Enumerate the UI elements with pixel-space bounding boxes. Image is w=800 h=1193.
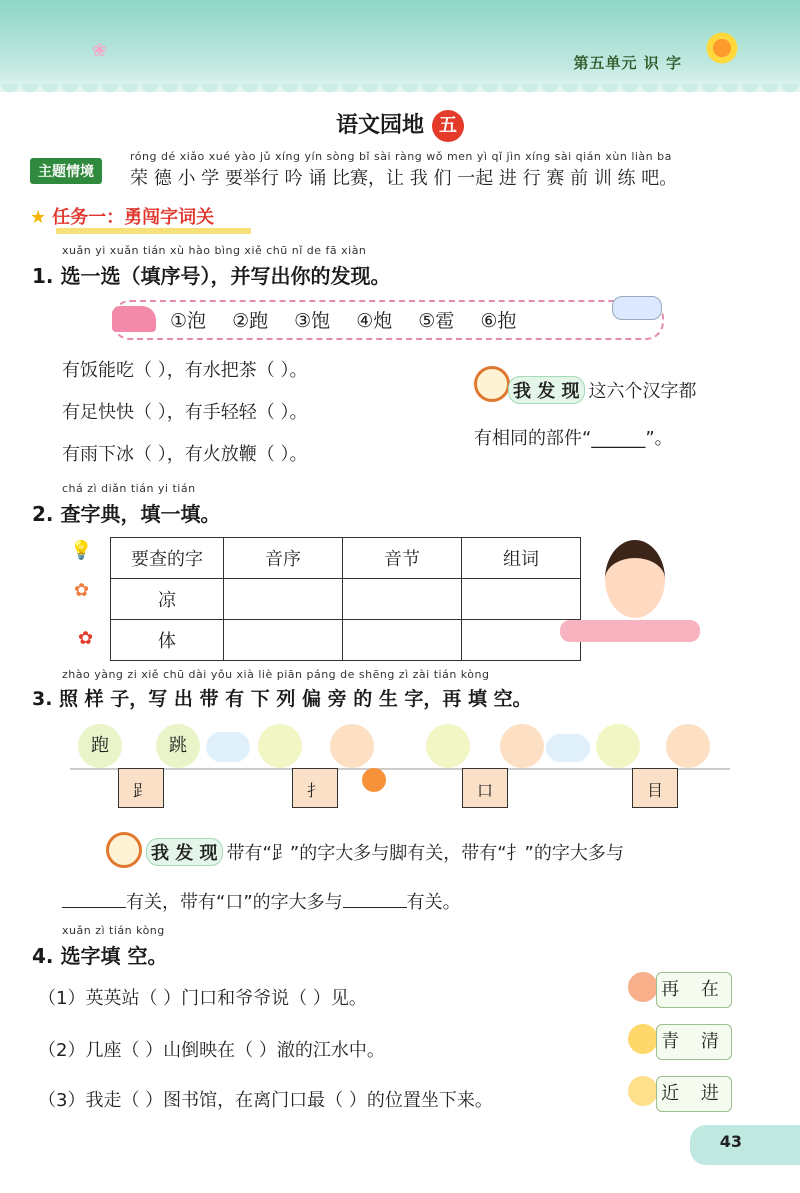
table-row — [111, 620, 581, 661]
balloon-blank[interactable] — [500, 724, 544, 768]
girl-head — [605, 540, 665, 618]
butterfly-icon: ❀ — [92, 40, 108, 61]
choice-box-3: 近 进 — [656, 1076, 732, 1112]
task1-title-text: 任务一：勇闯字词关 — [52, 207, 215, 228]
q4-item-3: （3）我走（ ）图书馆，在离门口最（ ）的位置坐下来。 — [38, 1090, 493, 1111]
theme-pinyin: róng dé xiǎo xué yào jǔ xíng yín sòng bǐ sài ràng wǒ men yì qǐ jìn xíng sài qián xùn liàn ba — [130, 150, 672, 163]
table-header: 音节 — [343, 538, 462, 579]
magnifier-icon — [106, 832, 142, 868]
q1-discover-text: 这六个汉字都 — [588, 381, 697, 402]
table-cell-blank[interactable] — [343, 620, 462, 661]
desk — [560, 620, 700, 642]
q1-row-1: 有饭能吃（ ），有水把茶（ ）。 — [62, 360, 308, 381]
q3-discover-line2 — [62, 888, 461, 914]
table-cell-blank[interactable] — [224, 620, 343, 661]
balloon-blank[interactable] — [258, 724, 302, 768]
page-number: 43 — [719, 1132, 742, 1151]
cloud-icon — [546, 734, 590, 762]
theme-tag: 主题情境 — [30, 158, 102, 184]
table-cell: 凉 — [111, 579, 224, 620]
q1-pinyin: xuǎn yi xuǎn tián xù hào bìng xiě chū nǐ de fā xiàn — [62, 244, 367, 257]
q1-row-2: 有足快快（ ），有手轻轻（ ）。 — [62, 402, 308, 423]
blank-line[interactable] — [62, 907, 126, 908]
chick-icon — [628, 1024, 658, 1054]
q2-title: 2. 查字典，填一填。 — [32, 502, 221, 526]
page-number-band — [690, 1125, 800, 1165]
radical-box: 扌 — [292, 768, 338, 808]
table-cell-blank[interactable] — [224, 579, 343, 620]
balloon-blank[interactable] — [596, 724, 640, 768]
star-icon: ★ — [30, 207, 47, 228]
header-band — [0, 0, 800, 92]
q3-pinyin: zhào yàng zi xiě chū dài yǒu xià liè piān páng de shēng zì zài tián kòng — [62, 668, 490, 681]
sun-icon — [362, 768, 386, 792]
table-cell-blank[interactable] — [343, 579, 462, 620]
table-header: 组词 — [462, 538, 581, 579]
bear-icon — [628, 972, 658, 1002]
girl-illustration — [560, 530, 700, 650]
magnifier-icon — [474, 366, 510, 402]
rope-line — [70, 768, 730, 774]
q4-item-2: （2）几座（ ）山倒映在（ ）澈的江水中。 — [38, 1040, 385, 1061]
q3-title: 3. 照 样 子，写 出 带 有 下 列 偏 旁 的 生 字，再 填 空。 — [32, 688, 532, 710]
dictionary-table — [110, 537, 581, 661]
q4-title: 4. 选字填 空。 — [32, 944, 168, 968]
van-icon — [112, 306, 156, 332]
radical-box: 口 — [462, 768, 508, 808]
table-header-row — [111, 538, 581, 579]
rose-icon: ✿ — [78, 628, 94, 649]
unit-label: 第五单元 识 字 — [573, 54, 682, 72]
balloon-example-2: 跳 — [156, 724, 200, 768]
table-header: 要查的字 — [111, 538, 224, 579]
discover-label: 我 发 现 — [146, 838, 223, 866]
choice-box-1: 再 在 — [656, 972, 732, 1008]
title-badge: 五 — [432, 110, 464, 142]
title-text: 语文园地 — [335, 113, 424, 138]
q1-discover-2: 有相同的部件“______”。 — [474, 428, 673, 449]
q2-pinyin: chá zì diǎn tián yi tián — [62, 482, 196, 495]
q4-item-1: （1）英英站（ ）门口和爷爷说（ ）见。 — [38, 988, 367, 1009]
dinosaur-icon — [628, 1076, 658, 1106]
q1-title: 1. 选一选（填序号），并写出你的发现。 — [32, 264, 391, 288]
cloud-icon — [206, 732, 250, 762]
table-cell: 体 — [111, 620, 224, 661]
radical-box: 𧾷 — [118, 768, 164, 808]
q3-line2-end: 有关。 — [406, 892, 461, 913]
balloon-blank[interactable] — [330, 724, 374, 768]
q1-row-3: 有雨下冰（ ），有火放鞭（ ）。 — [62, 444, 308, 465]
q1-options: ①泡 ②跑 ③饱 ④炮 ⑤雹 ⑥抱 — [170, 310, 517, 332]
sunflower-icon — [704, 30, 740, 66]
radical-box: 目 — [632, 768, 678, 808]
page-title — [0, 108, 800, 142]
task1-title — [30, 203, 214, 229]
discover-label: 我 发 现 — [508, 376, 585, 404]
table-row — [111, 579, 581, 620]
table-header: 音序 — [224, 538, 343, 579]
balloon-blank[interactable] — [426, 724, 470, 768]
q1-discover — [508, 376, 697, 404]
balloon-example-1: 跑 — [78, 724, 122, 768]
choice-box-2: 青 清 — [656, 1024, 732, 1060]
q3-line2-text: 有关，带有“口”的字大多与 — [126, 892, 343, 913]
q3-discover-line1 — [146, 838, 624, 866]
airplane-icon — [612, 296, 662, 320]
balloon-blank[interactable] — [666, 724, 710, 768]
flower-icon: ✿ — [74, 580, 90, 601]
lightbulb-icon: 💡 — [70, 540, 93, 561]
theme-text: 荣 德 小 学 要举行 吟 诵 比赛，让 我 们 一起 进 行 赛 前 训 练 吧。 — [130, 168, 678, 189]
q4-pinyin: xuǎn zì tián kòng — [62, 924, 165, 937]
q3-line1-text: 带有“𧾷”的字大多与脚有关，带有“扌”的字大多与 — [226, 843, 624, 864]
blank-line[interactable] — [343, 907, 407, 908]
